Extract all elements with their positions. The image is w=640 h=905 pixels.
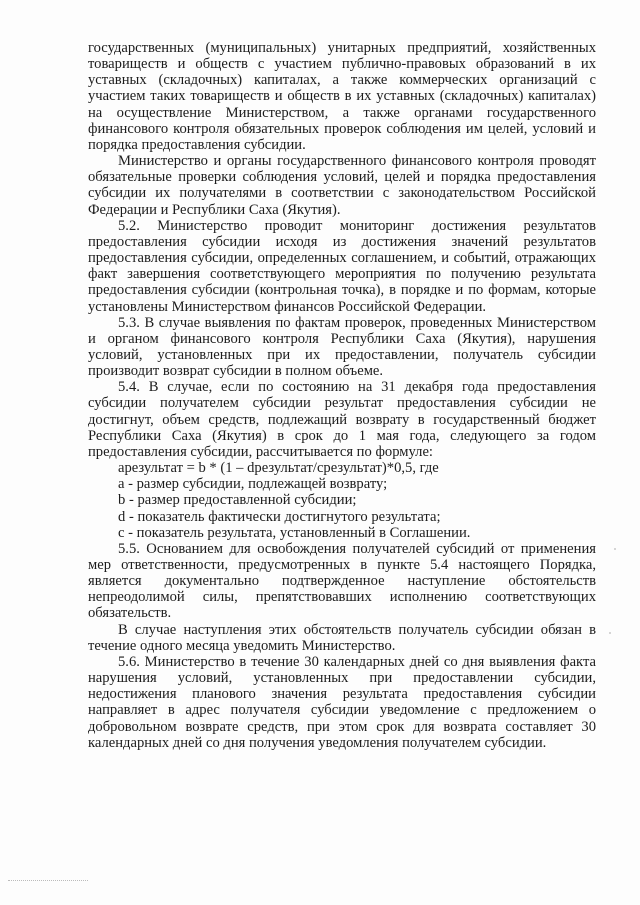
paragraph-5-4-formula-intro: 5.4. В случае, если по состоянию на 31 декабря года предоставления субсидии получателем субсидии результат предоставления субсидии не достигнут, объем средств, подлежащий возврату в государственный бюджет Республики Саха (Якутия) в срок до 1 мая года, следующего за годом предоставления субсидии, рассчитывается по формуле: <box>88 379 596 460</box>
scan-speck <box>609 632 611 634</box>
paragraph-5-2-monitoring: 5.2. Министерство проводит мониторинг достижения результатов предоставления субсидии исходя из достижения значений результатов предоставления субсидии, определенных соглашением, и событий, отражающих факт завершения соответствующего мероприятия по получению результата предоставления субсидии (контрольная точка), в порядке и по формам, которые установлены Министерством финансов Российской Федерации. <box>88 217 596 315</box>
formula-definition-d: d - показатель фактически достигнутого результата; <box>118 508 441 525</box>
paragraph-continuation: государственных (муниципальных) унитарных предприятий, хозяйственных товариществ и обществ с участием публично-правовых образований в их уставных (складочных) капиталах, а также коммерческих организаций с участием таких товариществ и обществ в их уставных (складочных) капиталах) на осуществление Министерством, а также органами государственного финансового контроля обязательных проверок соблюдения им целей, условий и порядка предоставления субсидии. <box>88 40 596 153</box>
scan-artifact <box>8 880 88 883</box>
formula-line: aрезультат = b * (1 – dрезультат/cрезультат)*0,5, где <box>118 460 439 477</box>
paragraph-5-3-refund: 5.3. В случае выявления по фактам проверок, проведенных Министерством и органом финансового контроля Республики Саха (Якутия), нарушения условий, установленных при их предоставлении, получатель субсидии производит возврат субсидии в полном объеме. <box>88 314 596 380</box>
formula-definition-b: b - размер предоставленной субсидии; <box>118 492 357 509</box>
paragraph-5-6-notice: 5.6. Министерство в течение 30 календарных дней со дня выявления факта нарушения условий, установленных при предоставлении субсидии, недостижения планового значения результата предоставления субсидии направляет в адрес получателя субсидии уведомление с предложением о добровольном возврате средств, при этом срок для возврата составляет 30 календарных дней со дня получения уведомления получателем субсидии. <box>88 653 596 751</box>
scan-speck <box>614 548 616 550</box>
formula-definition-a: a - размер субсидии, подлежащей возврату; <box>118 476 388 493</box>
formula-definition-c: c - показатель результата, установленный в Соглашении. <box>118 524 471 541</box>
paragraph-audit-obligations: Министерство и органы государственного финансового контроля проводят обязательные проверки соблюдения условий, целей и порядка предоставления субсидии их получателями в соответствии с законодательством Российской Федерации и Республики Саха (Якутия). <box>88 153 596 218</box>
paragraph-notification: В случае наступления этих обстоятельств получатель субсидии обязан в течение одного месяца уведомить Министерство. <box>88 621 596 654</box>
paragraph-5-5-force-majeure: 5.5. Основанием для освобождения получателей субсидий от применения мер ответственности, предусмотренных в пункте 5.4 настоящего Порядка, является документально подтвержденное наступление обстоятельств непреодолимой силы, препятствовавших исполнению соответствующих обязательств. <box>88 540 596 622</box>
document-body <box>88 40 596 751</box>
